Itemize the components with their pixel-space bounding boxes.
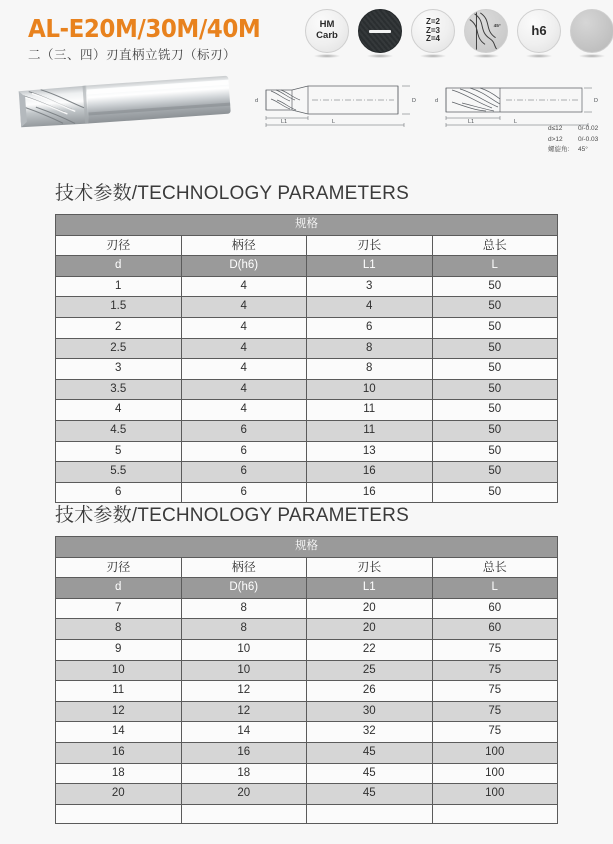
header-symbol-0: d <box>56 578 182 599</box>
cell-9-3: 50 <box>432 462 558 483</box>
cell-1-1: 4 <box>181 297 307 318</box>
spec-table-1 <box>55 214 558 503</box>
flute-z3: Z=3 <box>425 25 440 35</box>
helix-angle-label: 45° <box>493 24 501 30</box>
cell-4-3: 50 <box>432 359 558 380</box>
cell-2-1: 10 <box>181 639 307 660</box>
cell-6-1: 4 <box>181 400 307 421</box>
cell-9-0: 20 <box>56 784 182 805</box>
badge-shadow <box>314 54 340 58</box>
cell-5-2: 10 <box>307 379 433 400</box>
table-row <box>56 400 558 421</box>
header-symbol-3: L <box>432 256 558 277</box>
cell-6-1: 14 <box>181 722 307 743</box>
cell-6-3: 75 <box>432 722 558 743</box>
technical-drawing-long <box>432 72 612 130</box>
table-row <box>56 742 558 763</box>
cell-3-3: 75 <box>432 660 558 681</box>
cell-1-2: 4 <box>307 297 433 318</box>
cell-0-0: 1 <box>56 276 182 297</box>
helix-angle-badge-wrap <box>464 9 508 53</box>
cell-6-2: 32 <box>307 722 433 743</box>
table-row <box>56 681 558 702</box>
header-symbol-1: D(h6) <box>181 256 307 277</box>
cell-6-2: 11 <box>307 400 433 421</box>
spec-table-2-body <box>56 537 558 824</box>
cell-8-0: 5 <box>56 441 182 462</box>
cell-0-3: 50 <box>432 276 558 297</box>
cell-5-0: 3.5 <box>56 379 182 400</box>
cell-3-1: 10 <box>181 660 307 681</box>
header-cn-1: 柄径 <box>181 235 307 256</box>
cell-7-0: 16 <box>56 742 182 763</box>
header-symbol-2: L1 <box>307 578 433 599</box>
table-header-symbol-row <box>56 578 558 599</box>
cell-8-0: 18 <box>56 763 182 784</box>
tolerance-2-value: 0/-0.03 <box>578 135 599 143</box>
cell-5-1: 4 <box>181 379 307 400</box>
table-header-cn-row <box>56 557 558 578</box>
product-photo <box>8 70 240 142</box>
section-1-title: 技术参数/TECHNOLOGY PARAMETERS <box>55 183 409 204</box>
cell-4-0: 11 <box>56 681 182 702</box>
table-row <box>56 598 558 619</box>
cell-10-3: 50 <box>432 482 558 503</box>
cell-6-0: 4 <box>56 400 182 421</box>
table-row-blank <box>56 804 558 824</box>
cell-1-2: 20 <box>307 619 433 640</box>
page-header <box>0 0 613 66</box>
cell-1-3: 60 <box>432 619 558 640</box>
header-cn-1: 柄径 <box>181 557 307 578</box>
cell-2-2: 6 <box>307 317 433 338</box>
cell-3-0: 2.5 <box>56 338 182 359</box>
spec-table-2 <box>55 536 558 824</box>
product-title: AL-E20M/30M/40M <box>28 14 261 43</box>
cell-9-3: 100 <box>432 784 558 805</box>
tolerance-2-label: d>12 <box>548 135 563 143</box>
cell-5-3: 75 <box>432 701 558 722</box>
dim-L1-label: L1 <box>281 119 288 125</box>
table-header-symbol-row <box>56 256 558 277</box>
cell-0-3: 60 <box>432 598 558 619</box>
cell-0-2: 3 <box>307 276 433 297</box>
header-cn-3: 总长 <box>432 557 558 578</box>
header-cn-0: 刃径 <box>56 557 182 578</box>
table-row <box>56 660 558 681</box>
badge-shadow <box>420 54 446 58</box>
cell-9-1: 20 <box>181 784 307 805</box>
tolerance-h6-label: h6 <box>531 22 547 38</box>
cell-2-0: 2 <box>56 317 182 338</box>
cell-9-1: 6 <box>181 462 307 483</box>
cell-4-2: 8 <box>307 359 433 380</box>
dim-L1-label: L1 <box>468 119 475 125</box>
cell-5-3: 50 <box>432 379 558 400</box>
cell-1-0: 1.5 <box>56 297 182 318</box>
parameters-section-1 <box>55 178 558 503</box>
flute-z4: Z=4 <box>425 34 440 44</box>
cell-3-2: 25 <box>307 660 433 681</box>
table-row <box>56 701 558 722</box>
coating-badge-wrap <box>358 9 402 53</box>
cell-2-1: 4 <box>181 317 307 338</box>
badge-shadow <box>579 54 605 58</box>
tolerance-note <box>548 124 598 156</box>
cell-9-2: 45 <box>307 784 433 805</box>
cell-blank-3 <box>432 804 558 824</box>
cell-8-3: 100 <box>432 763 558 784</box>
cell-0-1: 8 <box>181 598 307 619</box>
cell-2-0: 9 <box>56 639 182 660</box>
cell-2-3: 50 <box>432 317 558 338</box>
cell-0-2: 20 <box>307 598 433 619</box>
tolerance-line-2 <box>548 135 598 146</box>
cell-3-3: 50 <box>432 338 558 359</box>
cell-10-2: 16 <box>307 482 433 503</box>
badge-shadow <box>367 54 393 58</box>
cell-0-1: 4 <box>181 276 307 297</box>
cell-5-0: 12 <box>56 701 182 722</box>
header-group-label: 规格 <box>56 537 558 558</box>
cell-8-2: 45 <box>307 763 433 784</box>
table-row <box>56 619 558 640</box>
spec-table-1-body <box>56 215 558 503</box>
cell-4-1: 4 <box>181 359 307 380</box>
table-row <box>56 276 558 297</box>
cell-5-2: 30 <box>307 701 433 722</box>
cell-9-2: 16 <box>307 462 433 483</box>
table-row <box>56 359 558 380</box>
table-row <box>56 763 558 784</box>
cell-7-1: 16 <box>181 742 307 763</box>
cell-8-1: 6 <box>181 441 307 462</box>
feature-badge-row <box>305 9 613 53</box>
cell-blank-1 <box>181 804 307 824</box>
hm-carb-line1: HM <box>319 19 335 31</box>
cell-8-2: 13 <box>307 441 433 462</box>
dim-D-label: D <box>594 98 598 104</box>
cell-0-0: 7 <box>56 598 182 619</box>
table-row <box>56 462 558 483</box>
header-group-label: 规格 <box>56 215 558 236</box>
table-row <box>56 379 558 400</box>
cell-8-3: 50 <box>432 441 558 462</box>
cell-7-0: 4.5 <box>56 420 182 441</box>
cell-7-2: 45 <box>307 742 433 763</box>
tolerance-h6-badge-wrap <box>517 9 561 53</box>
table-row <box>56 338 558 359</box>
material-badge-1-wrap <box>570 9 613 53</box>
table-header-group-row <box>56 215 558 236</box>
cell-4-1: 12 <box>181 681 307 702</box>
header-symbol-0: d <box>56 256 182 277</box>
dim-L-label: L <box>514 119 518 125</box>
cell-1-3: 50 <box>432 297 558 318</box>
header-cn-3: 总长 <box>432 235 558 256</box>
cell-4-3: 75 <box>432 681 558 702</box>
cell-10-0: 6 <box>56 482 182 503</box>
tolerance-line-1 <box>548 124 598 135</box>
cell-10-1: 6 <box>181 482 307 503</box>
cell-3-0: 10 <box>56 660 182 681</box>
badge-shadow <box>526 54 552 58</box>
flute-z2: Z=2 <box>425 16 440 26</box>
hm-carb-line2: Carb <box>316 30 338 41</box>
hm-carb-badge-wrap <box>305 9 349 53</box>
cell-7-2: 11 <box>307 420 433 441</box>
parameters-section-2 <box>55 500 558 824</box>
helix-angle-note-value: 45° <box>578 146 588 154</box>
tolerance-line-3 <box>548 145 598 156</box>
table-header-group-row <box>56 537 558 558</box>
helix-flute-icon <box>464 10 508 52</box>
hm-carb-badge <box>305 9 349 53</box>
section-2-title: 技术参数/TECHNOLOGY PARAMETERS <box>55 505 409 526</box>
cell-blank-2 <box>307 804 433 824</box>
header-cn-0: 刃径 <box>56 235 182 256</box>
material-badge-1 <box>570 9 613 53</box>
dim-L-label: L <box>332 119 336 125</box>
dim-d-label: d <box>255 98 259 104</box>
coating-dash-icon <box>369 30 391 33</box>
cell-2-2: 22 <box>307 639 433 660</box>
header-cn-2: 刃长 <box>307 235 433 256</box>
flute-count-badge <box>411 9 455 53</box>
tolerance-1-label: d≤12 <box>548 125 563 132</box>
cell-7-3: 100 <box>432 742 558 763</box>
cell-blank-0 <box>56 804 182 824</box>
table-row <box>56 317 558 338</box>
table-row <box>56 297 558 318</box>
dim-d-label: d <box>435 98 439 104</box>
cell-9-0: 5.5 <box>56 462 182 483</box>
coating-badge <box>358 9 402 53</box>
cell-1-0: 8 <box>56 619 182 640</box>
cell-7-3: 50 <box>432 420 558 441</box>
cell-5-1: 12 <box>181 701 307 722</box>
cell-3-2: 8 <box>307 338 433 359</box>
header-symbol-2: L1 <box>307 256 433 277</box>
cell-2-3: 75 <box>432 639 558 660</box>
table-row <box>56 722 558 743</box>
helix-angle-note-label: 螺旋角: <box>548 146 570 154</box>
helix-angle-badge <box>464 9 508 53</box>
cell-6-3: 50 <box>432 400 558 421</box>
header-cn-2: 刃长 <box>307 557 433 578</box>
cell-3-1: 4 <box>181 338 307 359</box>
header-symbol-3: L <box>432 578 558 599</box>
table-row <box>56 784 558 805</box>
flute-count-badge-wrap <box>411 9 455 53</box>
header-symbol-1: D(h6) <box>181 578 307 599</box>
dim-D-label: D <box>412 98 416 104</box>
cell-1-1: 8 <box>181 619 307 640</box>
badge-shadow <box>473 54 499 58</box>
table-header-cn-row <box>56 235 558 256</box>
cell-7-1: 6 <box>181 420 307 441</box>
cell-6-0: 14 <box>56 722 182 743</box>
table-row <box>56 441 558 462</box>
table-row <box>56 639 558 660</box>
tolerance-h6-badge <box>517 9 561 53</box>
technical-drawing-short <box>252 72 432 130</box>
cell-4-0: 3 <box>56 359 182 380</box>
product-subtitle: 二（三、四）刃直柄立铣刀（标刃） <box>28 48 237 62</box>
cell-8-1: 18 <box>181 763 307 784</box>
cell-4-2: 26 <box>307 681 433 702</box>
table-row <box>56 420 558 441</box>
tolerance-1-value: 0/-0.02 <box>578 125 599 132</box>
